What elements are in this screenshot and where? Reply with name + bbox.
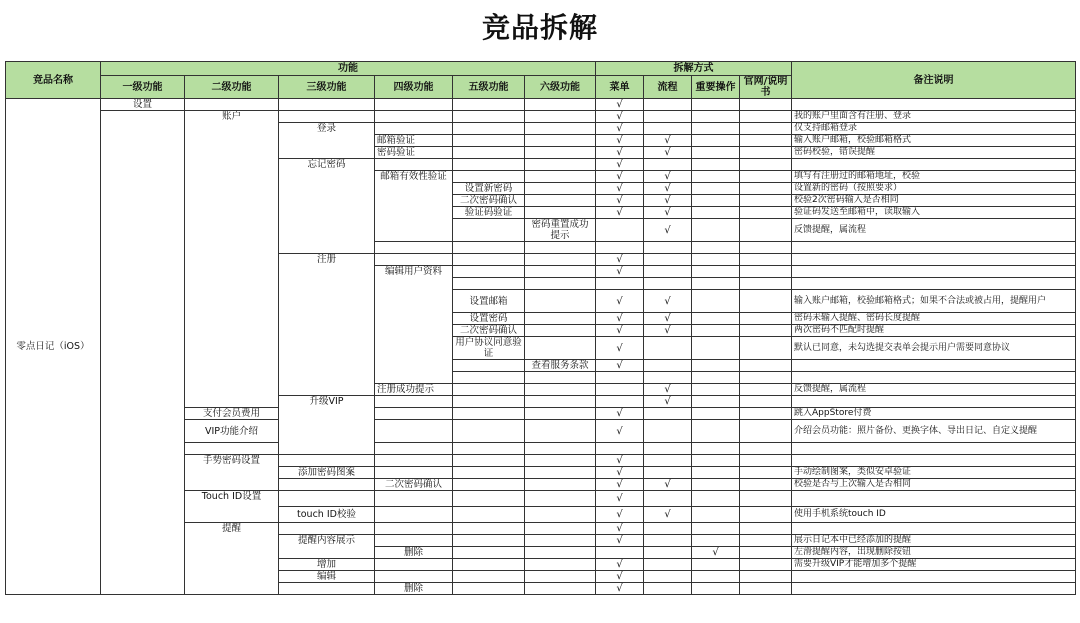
header-l3: 三级功能 — [279, 76, 375, 99]
check-mark: √ — [644, 219, 692, 242]
check-mark: √ — [596, 491, 644, 507]
check-mark: √ — [596, 135, 644, 147]
note-cell: 跳入AppStore付费 — [792, 408, 1076, 420]
check-mark: √ — [596, 408, 644, 420]
check-mark: √ — [596, 207, 644, 219]
note-cell: 两次密码不匹配时提醒 — [792, 325, 1076, 337]
l1-cell: 设置 — [101, 99, 185, 111]
l3-cell: 提醒内容展示 — [279, 535, 375, 559]
l5-cell: 用户协议同意验证 — [453, 337, 525, 360]
check-mark: √ — [596, 559, 644, 571]
note-cell: 介绍会员功能：照片备份、更换字体、导出日记、自定义提醒 — [792, 420, 1076, 443]
note-cell: 密码校验，错误提醒 — [792, 147, 1076, 159]
check-mark: √ — [596, 420, 644, 443]
l3-cell: 编辑 — [279, 571, 375, 583]
header-row-1 — [6, 62, 1076, 76]
check-mark: √ — [596, 455, 644, 467]
header-menu: 菜单 — [596, 76, 644, 99]
l2-cell: Touch ID设置 — [185, 491, 279, 523]
check-mark: √ — [596, 183, 644, 195]
check-mark: √ — [644, 171, 692, 183]
note-cell: 反馈提醒，属流程 — [792, 384, 1076, 396]
l4-cell: 删除 — [375, 583, 453, 595]
check-mark: √ — [644, 384, 692, 396]
note-cell: 需要升级VIP才能增加多个提醒 — [792, 559, 1076, 571]
check-mark: √ — [644, 147, 692, 159]
header-l1: 一级功能 — [101, 76, 185, 99]
check-mark: √ — [596, 507, 644, 523]
check-mark: √ — [596, 266, 644, 278]
note-cell: 填写有注册过的邮箱地址，校验 — [792, 171, 1076, 183]
check-mark: √ — [596, 159, 644, 171]
note-cell: 默认已同意，未勾选提交表单会提示用户需要同意协议 — [792, 337, 1076, 360]
check-mark: √ — [596, 171, 644, 183]
check-mark: √ — [596, 147, 644, 159]
l4-cell: 删除 — [375, 547, 453, 559]
check-mark: √ — [596, 195, 644, 207]
table-row — [6, 99, 1076, 111]
note-cell: 输入账户邮箱，校验邮箱格式；如果不合法或被占用，提醒用户 — [792, 290, 1076, 313]
l4-cell: 注册成功提示 — [375, 384, 453, 396]
check-mark: √ — [644, 195, 692, 207]
check-mark: √ — [596, 325, 644, 337]
note-cell: 设置新的密码（按照要求） — [792, 183, 1076, 195]
l4-cell: 密码验证 — [375, 147, 453, 159]
check-mark: √ — [596, 535, 644, 547]
check-mark: √ — [596, 313, 644, 325]
header-notes: 备注说明 — [792, 62, 1076, 99]
l2-cell: 手势密码设置 — [185, 455, 279, 491]
check-mark: √ — [644, 135, 692, 147]
l3-cell: 添加密码图案 — [279, 467, 375, 479]
check-mark: √ — [644, 396, 692, 408]
check-mark: √ — [596, 99, 644, 111]
page-title: 竞品拆解 — [481, 11, 598, 44]
check-mark: √ — [596, 467, 644, 479]
header-l6: 六级功能 — [525, 76, 596, 99]
check-mark: √ — [596, 290, 644, 313]
header-function: 功能 — [101, 62, 596, 76]
check-mark: √ — [644, 479, 692, 491]
header-product-name: 竞品名称 — [6, 62, 101, 99]
header-l5: 五级功能 — [453, 76, 525, 99]
check-mark: √ — [596, 123, 644, 135]
l2-cell: 账户 — [185, 111, 279, 408]
l3-cell: 增加 — [279, 559, 375, 571]
l2-cell: 升级VIP — [279, 396, 375, 455]
product-name-cell: 零点日记（iOS） — [6, 99, 101, 595]
l6-cell: 密码重置成功提示 — [525, 219, 596, 242]
note-cell: 校验2次密码输入是否相同 — [792, 195, 1076, 207]
note-cell: 校验是否与上次输入是否相同 — [792, 479, 1076, 491]
check-mark: √ — [644, 207, 692, 219]
l3-cell: touch ID校验 — [279, 507, 375, 523]
l4-cell: 二次密码确认 — [375, 479, 453, 491]
l5-cell: 二次密码确认 — [453, 325, 525, 337]
check-mark: √ — [644, 313, 692, 325]
check-mark: √ — [596, 337, 644, 360]
l5-cell: 验证码验证 — [453, 207, 525, 219]
l4-cell: 编辑用户资料 — [375, 266, 453, 384]
header-official: 官网/说明书 — [740, 76, 792, 99]
l3-cell: VIP功能介绍 — [185, 420, 279, 443]
check-mark: √ — [644, 290, 692, 313]
note-cell: 展示日记本中已经添加的提醒 — [792, 535, 1076, 547]
check-mark: √ — [596, 523, 644, 535]
note-cell: 输入账户邮箱，校验邮箱格式 — [792, 135, 1076, 147]
header-split-method: 拆解方式 — [596, 62, 792, 76]
note-cell: 手动绘制图案，类似安卓验证 — [792, 467, 1076, 479]
l4-cell: 邮箱有效性验证 — [375, 171, 453, 242]
check-mark: √ — [596, 479, 644, 491]
note-cell: 反馈提醒，属流程 — [792, 219, 1076, 242]
check-mark: √ — [596, 360, 644, 372]
check-mark: √ — [644, 183, 692, 195]
note-cell: 仅支持邮箱登录 — [792, 123, 1076, 135]
check-mark: √ — [644, 325, 692, 337]
l5-cell: 设置新密码 — [453, 183, 525, 195]
table-row — [6, 111, 1076, 123]
check-mark: √ — [596, 111, 644, 123]
l3-cell: 忘记密码 — [279, 159, 375, 254]
l4-cell: 邮箱验证 — [375, 135, 453, 147]
l3-cell: 支付会员费用 — [185, 408, 279, 420]
note-cell: 密码未输入提醒、密码长度提醒 — [792, 313, 1076, 325]
header-l4: 四级功能 — [375, 76, 453, 99]
note-cell: 左滑提醒内容，出现删除按钮 — [792, 547, 1076, 559]
l2-cell: 提醒 — [185, 523, 279, 595]
l3-cell: 登录 — [279, 123, 375, 159]
check-mark: √ — [644, 507, 692, 523]
header-l2: 二级功能 — [185, 76, 279, 99]
header-flow: 流程 — [644, 76, 692, 99]
check-mark: √ — [692, 547, 740, 559]
note-cell: 使用手机系统touch ID — [792, 507, 1076, 523]
l5-cell: 设置邮箱 — [453, 290, 525, 313]
breakdown-table — [5, 61, 1076, 595]
check-mark: √ — [596, 254, 644, 266]
l5-cell: 二次密码确认 — [453, 195, 525, 207]
l5-cell: 设置密码 — [453, 313, 525, 325]
header-important: 重要操作 — [692, 76, 740, 99]
l6-cell: 查看服务条款 — [525, 360, 596, 372]
note-cell: 验证码发送至邮箱中，读取输入 — [792, 207, 1076, 219]
note-cell: 我的账户里面含有注册、登录 — [792, 111, 1076, 123]
check-mark: √ — [596, 583, 644, 595]
l3-cell: 注册 — [279, 254, 375, 396]
check-mark: √ — [596, 571, 644, 583]
